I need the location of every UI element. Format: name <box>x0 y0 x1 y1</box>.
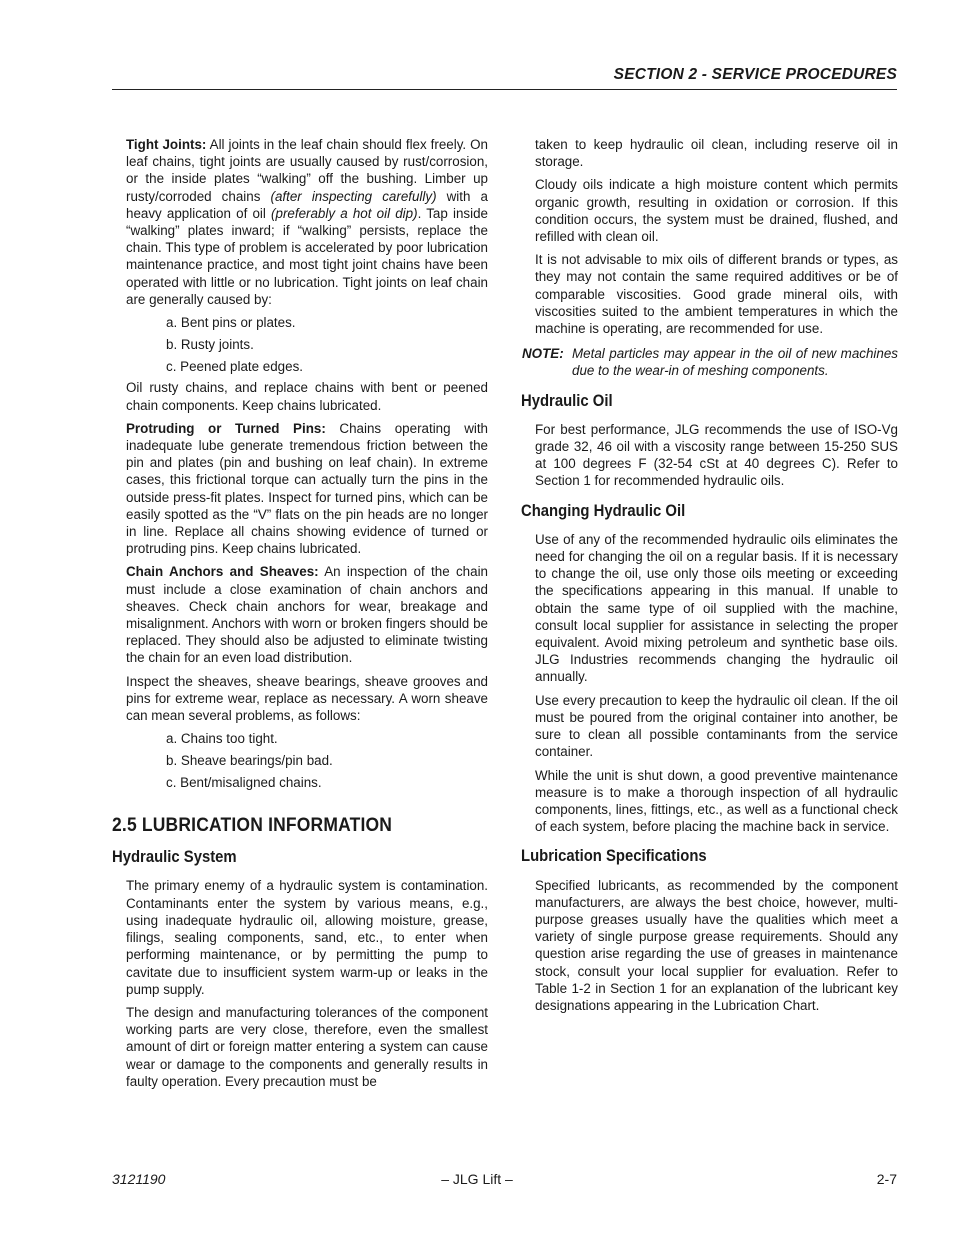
header-rule <box>112 89 897 90</box>
note-text: Metal particles may appear in the oil of new machines due to the wear-in of meshing components. <box>572 346 898 379</box>
oil-rusty-paragraph: Oil rusty chains, and replace chains with bent or peened chain components. Keep chains lubricated. <box>126 380 488 413</box>
footer-page-number: 2-7 <box>876 1171 897 1187</box>
list-item: a. Chains too tight. <box>166 731 278 747</box>
right-column <box>521 136 898 1020</box>
hydraulic-system-paragraph-1: The primary enemy of a hydraulic system is contamination. Contaminants enter the system by various means, e.g., using inadequate hydraulic oil, allowing moisture, grease, filings, sealing components, sand, etc., to enter when performing maintenance, or by permitting the pump to cavitate due to insufficient system warm-up or leaks in the pump supply. <box>126 878 488 997</box>
list-item: c. Bent/misaligned chains. <box>166 774 322 790</box>
section-header-title: SECTION 2 - SERVICE PROCEDURES <box>613 66 897 83</box>
section-title: 2.5 LUBRICATION INFORMATION <box>112 815 393 837</box>
hydraulic-oil-heading: Hydraulic Oil <box>521 391 613 410</box>
protruding-pins-paragraph <box>126 420 488 558</box>
sheave-problems-list <box>126 730 488 791</box>
text-run: All joints in the leaf chain should flex freely. On leaf chains, tight joints are usually caused by rust/corrosion, or the inside plates “walking” off the bushing. Limber up rusty/corroded chains <box>126 137 489 204</box>
tight-joints-paragraph <box>126 136 488 308</box>
mixing-oils-paragraph: It is not advisable to mix oils of different brands or types, as they may not contain the same required additives or be of comparable viscosities. Good grade mineral oils, with viscosities suited to the ambient temperatures in which the machine is operating, are recommended for use. <box>535 252 898 337</box>
chain-anchors-lead: Chain Anchors and Sheaves: <box>126 564 319 580</box>
lubrication-specifications-paragraph: Specified lubricants, as recommended by the component manufacturers, are always the best choice, however, multi-purpose greases usually have the qualities which meet a variety of single purpose grease requirements. Should any question arise regarding the use of greases in maintenance stock, consult your local supplier for evaluation. Refer to Table 1-2 in Section 1 for an explanation of the lubricant key designations appearing in the Lubrication Chart. <box>535 877 898 1013</box>
list-item: a. Bent pins or plates. <box>166 315 296 331</box>
note-label: NOTE: <box>522 346 564 362</box>
changing-oil-paragraph-3: While the unit is shut down, a good preventive maintenance measure is to make a thorough inspection of all hydraulic components, lines, fittings, etc., as well as a functional check of each system, before placing the machine back in service. <box>535 767 898 835</box>
hydraulic-oil-paragraph: For best performance, JLG recommends the use of ISO-Vg grade 32, 46 oil with a viscosity range between 15-250 SUS at 100 degrees F (32-54 cSt at 40 degrees C). Refer to Section 1 for recommended hydraulic oils. <box>535 421 898 489</box>
chain-anchors-paragraph <box>126 563 488 666</box>
text-run: . Tap inside “walking” plates inward; if “walking” persists, replace the chain. This type of problem is accelerated by poor lubrication maintenance practice, and most tight joint chains have been operated with little or no lubrication. Tight joints on leaf chain are generally caused by: <box>126 205 488 307</box>
text-run: with a heavy application of oil <box>126 188 488 221</box>
list-item: b. Rusty joints. <box>166 336 254 352</box>
lubrication-specifications-heading: Lubrication Specifications <box>521 847 707 866</box>
italic-run: (after inspecting carefully) <box>270 188 437 204</box>
text-run: An inspection of the chain must include a close examination of chain anchors and sheaves. Check chain anchors for wear, breakage and misalignment. Anchors with worn or broken fingers should be replaced. They should also be adjusted to eliminate twisting the chain for an even load distribution. <box>126 564 488 666</box>
cloudy-oils-paragraph: Cloudy oils indicate a high moisture content which permits organic growth, resulting in oxidation or corrosion. If this condition occurs, the system must be drained, flushed, and refilled with clean oil. <box>535 177 898 245</box>
changing-oil-paragraph-2: Use every precaution to keep the hydraulic oil clean. If the oil must be poured from the original container into another, be sure to clean all possible contaminants from the service container. <box>535 692 898 760</box>
hydraulic-system-paragraph-2: The design and manufacturing tolerances of the component working parts are very close, therefore, even the smallest amount of dirt or foreign matter entering a system can cause wear or damage to the components and generally results in faulty operation. Every precaution must be <box>126 1004 488 1089</box>
protruding-pins-lead: Protruding or Turned Pins: <box>126 420 326 436</box>
hydraulic-system-heading: Hydraulic System <box>112 848 237 867</box>
list-item: b. Sheave bearings/pin bad. <box>166 753 333 769</box>
left-column <box>112 136 489 1096</box>
footer-center-text: – JLG Lift – <box>441 1171 513 1187</box>
tight-joint-causes-list <box>126 314 488 375</box>
continued-paragraph: taken to keep hydraulic oil clean, including reserve oil in storage. <box>535 137 898 170</box>
italic-run: (preferably a hot oil dip) <box>271 205 418 221</box>
list-item: c. Peened plate edges. <box>166 358 303 374</box>
text-run: Chains operating with inadequate lube generate tremendous friction between the pin and plates (pin and bushing on leaf chain). In extreme cases, this frictional torque can actually turn the pins in the outside press-fit plates. Inspect for turned pins, which can be easily spotted as the “V” flats on the pin heads are no longer in line. Replace all chains showing evidence of turned or protruding pins. Keep chains lubricated. <box>126 420 489 557</box>
changing-hydraulic-oil-heading: Changing Hydraulic Oil <box>521 501 686 520</box>
changing-oil-paragraph-1: Use of any of the recommended hydraulic oils eliminates the need for changing the oil on a regular basis. If it is necessary to change the oil, use only those oils meeting or exceeding the specifications appearing in this manual. If unable to obtain the same type of oil supplied with the machine, consult local supplier for assistance in selecting the proper equivalent. Avoid mixing petroleum and synthetic base oils. JLG Industries recommends changing the hydraulic oil annually. <box>535 531 898 685</box>
inspect-sheaves-paragraph: Inspect the sheaves, sheave bearings, sheave grooves and pins for extreme wear, replace as necessary. A worn sheave can mean several problems, as follows: <box>126 673 488 724</box>
tight-joints-lead: Tight Joints: <box>126 137 207 152</box>
note-block <box>522 345 898 379</box>
footer-doc-number: 3121190 <box>112 1171 166 1187</box>
